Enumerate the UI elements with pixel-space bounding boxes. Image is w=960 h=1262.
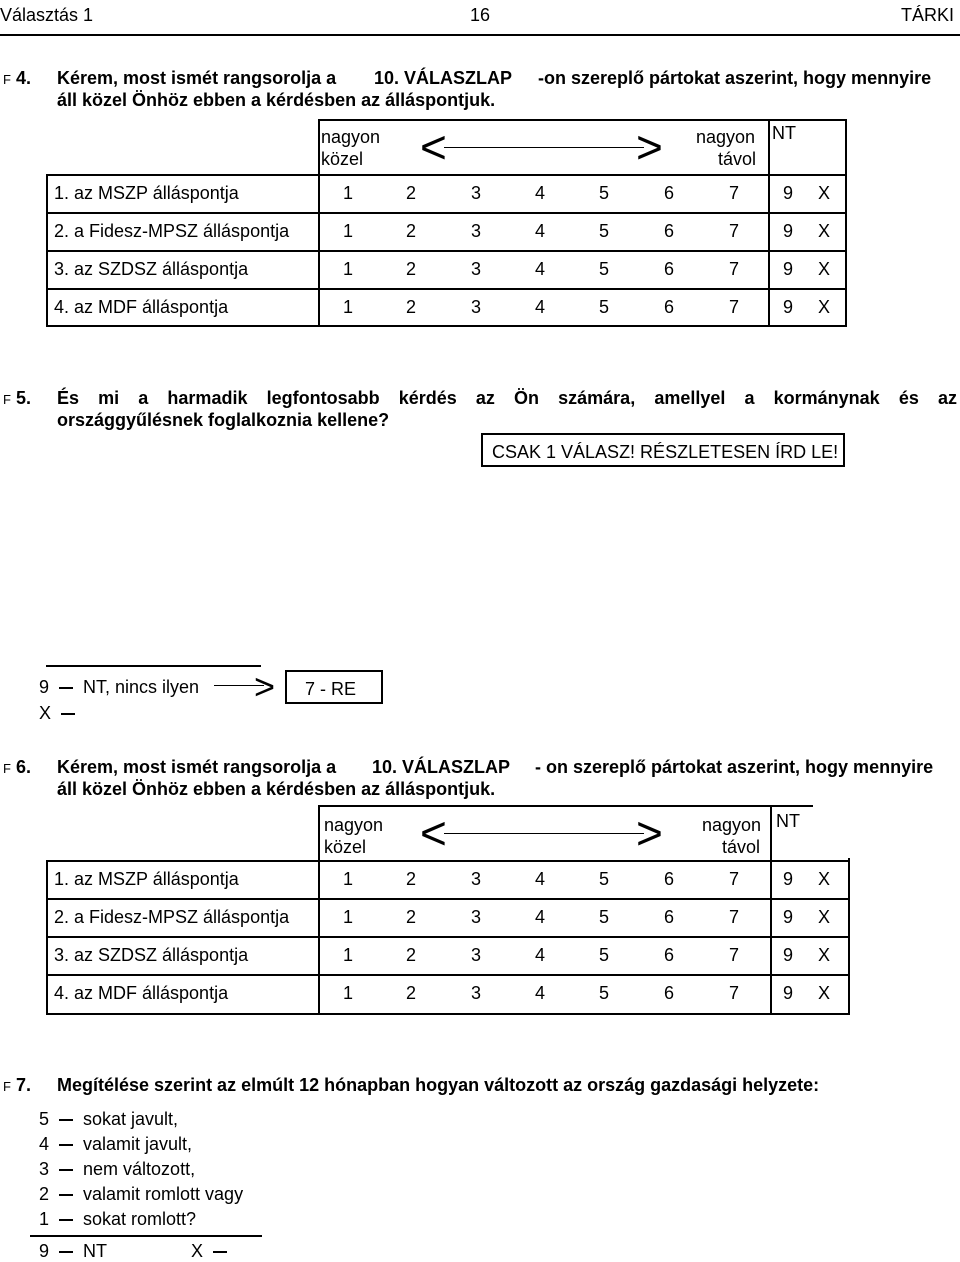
q4-row-4-code-7[interactable]: 7 [729,297,740,317]
q5-skip: 7 - RE [305,679,357,699]
q7-option-label: sokat javult, [83,1109,179,1129]
q4-row-2-code-9[interactable]: 9 [783,221,794,241]
q4-row-1-code-9[interactable]: 9 [783,183,794,203]
q5-text2: országgyűlésnek foglalkoznia kellene? [57,410,390,430]
q7-option-label: valamit javult, [83,1134,193,1154]
q4-row-2-code-X[interactable]: X [818,221,831,241]
q6-row-1-code-9[interactable]: 9 [783,869,794,889]
q6-row-4-code-X[interactable]: X [818,983,831,1003]
q4-scale-left-1: nagyon [321,127,381,147]
q4-number: 4. [16,68,32,88]
q6-row-2-code-7[interactable]: 7 [729,907,740,927]
q4-row-3-code-1[interactable]: 1 [343,259,354,279]
q7-number: 7. [16,1075,32,1095]
q6-scale-right-2: távol [722,837,761,857]
q5-option-9-label: NT, nincs ilyen [83,677,200,697]
q4-row-1-code-7[interactable]: 7 [729,183,740,203]
q6-marker: F [3,761,11,776]
q6-nt-header: NT [776,811,800,831]
q7-option-rule [30,1235,262,1237]
q5-number: 5. [16,388,32,408]
q6-row-1-code-2[interactable]: 2 [406,869,417,889]
q4-row-1-code-2[interactable]: 2 [406,183,417,203]
q6-row-3-code-3[interactable]: 3 [471,945,482,965]
q7-option-x-code: X [191,1241,204,1261]
q6-row-1-code-1[interactable]: 1 [343,869,354,889]
q4-row-1-label: 1. az MSZP álláspontja [54,183,239,203]
q6-scale-right-1: nagyon [702,815,762,835]
q6-row-1-code-5[interactable]: 5 [599,869,610,889]
q6-row-4-code-7[interactable]: 7 [729,983,740,1003]
q6-row-2-code-4[interactable]: 4 [535,907,546,927]
q5-option-9 [39,676,199,698]
q4-row-3-code-4[interactable]: 4 [535,259,546,279]
q6-row-1-code-7[interactable]: 7 [729,869,740,889]
q4-row-4-code-1[interactable]: 1 [343,297,354,317]
q7-option-label: sokat romlott? [83,1209,197,1229]
page-number: 16 [470,5,491,25]
q7-option-code: 1 [39,1209,50,1229]
q4-row-2-code-6[interactable]: 6 [664,221,675,241]
q5-marker: F [3,392,11,407]
q6-row-2-code-9[interactable]: 9 [783,907,794,927]
q5-text1: És mi a harmadik legfontosabb kérdés az Ön számára, amellyel a kormánynak és az [57,388,957,408]
q4-row-4-code-6[interactable]: 6 [664,297,675,317]
q4-arrow-left-icon: < [420,121,447,173]
q4-row-2-code-4[interactable]: 4 [535,221,546,241]
q6-row-3-code-4[interactable]: 4 [535,945,546,965]
q5-option-9-code: 9 [39,677,50,697]
q4-row-4-label: 4. az MDF álláspontja [54,297,229,317]
q4-text3: áll közel Önhöz ebben a kérdésben az álláspontjuk. [57,90,496,110]
q4-row-3-code-7[interactable]: 7 [729,259,740,279]
q6-row-3-code-6[interactable]: 6 [664,945,675,965]
q4-text2: -on szereplő pártokat aszerint, hogy mennyire [538,68,932,88]
q6-row-4-code-1[interactable]: 1 [343,983,354,1003]
q4-marker: F [3,72,11,87]
q4-row-4-code-X[interactable]: X [818,297,831,317]
q4-row-2-code-5[interactable]: 5 [599,221,610,241]
q7-option-3[interactable] [39,1158,195,1180]
q6-row-4-code-2[interactable]: 2 [406,983,417,1003]
q4-row-4-code-3[interactable]: 3 [471,297,482,317]
q6-row-4-code-9[interactable]: 9 [783,983,794,1003]
q6-row-1-code-6[interactable]: 6 [664,869,675,889]
q7-option-1[interactable] [39,1208,196,1230]
q6-row-1-code-X[interactable]: X [818,869,831,889]
q4-row-4-code-9[interactable]: 9 [783,297,794,317]
q6-row-2-code-1[interactable]: 1 [343,907,354,927]
q4-row-2-code-3[interactable]: 3 [471,221,482,241]
q7-option-nt [39,1240,107,1262]
q7-option-code: 4 [39,1134,50,1154]
q7-option-5[interactable] [39,1108,178,1130]
q6-row-3-label: 3. az SZDSZ álláspontja [54,945,249,965]
q6-text2: - on szereplő pártokat aszerint, hogy mennyire [535,757,934,777]
q7-option-code: 5 [39,1109,50,1129]
q6-row-3-code-7[interactable]: 7 [729,945,740,965]
q4-row-1-code-3[interactable]: 3 [471,183,482,203]
q6-row-2-code-X[interactable]: X [818,907,831,927]
q7-option-label: valamit romlott vagy [83,1184,244,1204]
q4-scale-left-2: közel [321,149,364,169]
header-left: Választás 1 [0,5,94,25]
q6-row-2-code-5[interactable]: 5 [599,907,610,927]
q6-row-4-code-3[interactable]: 3 [471,983,482,1003]
q4-row-1-code-X[interactable]: X [818,183,831,203]
q4-row-1-code-5[interactable]: 5 [599,183,610,203]
q4-row-1-code-1[interactable]: 1 [343,183,354,203]
q6-row-3-code-5[interactable]: 5 [599,945,610,965]
q6-row-3-code-9[interactable]: 9 [783,945,794,965]
q6-scale-left-2: közel [324,837,367,857]
q5-skip-box [285,670,383,704]
q4-row-2-code-1[interactable]: 1 [343,221,354,241]
q4-scale-right-2: távol [718,149,757,169]
q4-row-3-code-2[interactable]: 2 [406,259,417,279]
header-right: TÁRKI [900,5,954,25]
q6-row-2-code-3[interactable]: 3 [471,907,482,927]
q4-row-3-label: 3. az SZDSZ álláspontja [54,259,249,279]
q4-row-3-code-X[interactable]: X [818,259,831,279]
q4-row-4-code-5[interactable]: 5 [599,297,610,317]
q4-text1: Kérem, most ismét rangsorolja a [57,68,337,88]
q6-row-3-code-1[interactable]: 1 [343,945,354,965]
q7-text: Megítélése szerint az elmúlt 12 hónapban hogyan változott az ország gazdasági helyzete: [57,1075,820,1095]
q5-skip-arrow-icon: > [254,666,276,707]
q4-row-2-label: 2. a Fidesz-MPSZ álláspontja [54,221,290,241]
q7-option-code: 2 [39,1184,50,1204]
q7-option-label: nem változott, [83,1159,196,1179]
q4-row-4-code-2[interactable]: 2 [406,297,417,317]
q6-row-2-code-2[interactable]: 2 [406,907,417,927]
q5-instruction: CSAK 1 VÁLASZ! RÉSZLETESEN ÍRD LE! [492,442,839,462]
q6-card: 10. VÁLASZLAP [372,757,511,777]
q7-marker: F [3,1079,11,1094]
q4-scale-right-1: nagyon [696,127,756,147]
q5-instruction-box [481,433,845,467]
q4-row-1-code-6[interactable]: 6 [664,183,675,203]
q4-row-2-code-2[interactable]: 2 [406,221,417,241]
q4-card: 10. VÁLASZLAP [374,68,513,88]
q6-row-2-code-6[interactable]: 6 [664,907,675,927]
q6-row-1-label: 1. az MSZP álláspontja [54,869,239,889]
q6-row-3-code-X[interactable]: X [818,945,831,965]
q7-option-code: 3 [39,1159,50,1179]
q7-option-nt-label: NT [83,1241,108,1261]
q5-option-x [39,702,85,724]
q6-number: 6. [16,757,32,777]
q6-scale-left-1: nagyon [324,815,384,835]
q6-row-4-label: 4. az MDF álláspontja [54,983,229,1003]
q6-row-4-code-5[interactable]: 5 [599,983,610,1003]
q6-row-1-code-4[interactable]: 4 [535,869,546,889]
q4-row-4-code-4[interactable]: 4 [535,297,546,317]
q4-arrow-shaft [444,147,644,148]
q7-option-x [191,1240,237,1262]
q7-option-nt-code: 9 [39,1241,50,1261]
q4-arrow-right-icon: > [636,121,663,173]
q4-row-3-code-6[interactable]: 6 [664,259,675,279]
q6-arrow-right-icon: > [636,807,663,859]
q6-row-3-code-2[interactable]: 2 [406,945,417,965]
q6-arrow-shaft [444,833,644,834]
q4-nt-header: NT [772,123,796,143]
q5-option-x-code: X [39,703,52,723]
q6-row-1-code-3[interactable]: 3 [471,869,482,889]
q4-row-3-code-5[interactable]: 5 [599,259,610,279]
header-rule [0,34,960,36]
q6-text3: áll közel Önhöz ebben a kérdésben az álláspontjuk. [57,779,496,799]
q6-arrow-left-icon: < [420,807,447,859]
q6-row-2-label: 2. a Fidesz-MPSZ álláspontja [54,907,290,927]
q4-row-3-code-3[interactable]: 3 [471,259,482,279]
q4-row-3-code-9[interactable]: 9 [783,259,794,279]
q7-option-4[interactable] [39,1133,192,1155]
q6-row-4-code-6[interactable]: 6 [664,983,675,1003]
q6-row-4-code-4[interactable]: 4 [535,983,546,1003]
q7-option-2[interactable] [39,1183,243,1205]
q6-text1: Kérem, most ismét rangsorolja a [57,757,337,777]
q4-row-2-code-7[interactable]: 7 [729,221,740,241]
q4-row-1-code-4[interactable]: 4 [535,183,546,203]
q5-option-rule [46,665,261,667]
